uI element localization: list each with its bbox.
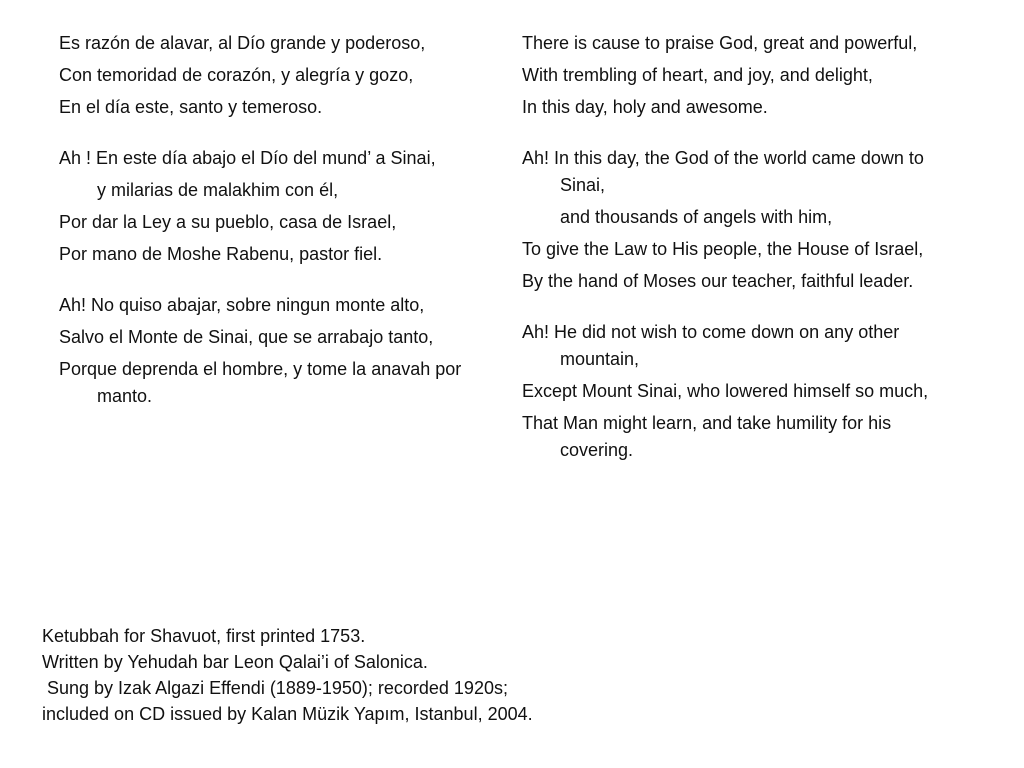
english-line: Ah! In this day, the God of the world came down to Sinai, xyxy=(522,148,924,195)
caption-line: Sung by Izak Algazi Effendi (1889-1950); recorded 1920s; xyxy=(42,678,508,698)
ladino-line: Salvo el Monte de Sinai, que se arrabajo tanto, xyxy=(59,327,434,347)
ladino-line: Por dar la Ley a su pueblo, casa de Israel, xyxy=(59,212,397,232)
english-column xyxy=(522,30,952,488)
ladino-stanza-2 xyxy=(59,145,499,268)
caption-line: Ketubbah for Shavuot, first printed 1753. xyxy=(42,626,366,646)
caption-line: included on CD issued by Kalan Müzik Yapım, Istanbul, 2004. xyxy=(42,704,533,724)
english-line: Ah! He did not wish to come down on any other mountain, xyxy=(522,322,900,369)
english-line: By the hand of Moses our teacher, faithful leader. xyxy=(522,271,914,291)
ladino-stanza-3 xyxy=(59,292,499,410)
ladino-line: En el día este, santo y temeroso. xyxy=(59,97,323,117)
english-line: Except Mount Sinai, who lowered himself so much, xyxy=(522,381,929,401)
caption-line: Written by Yehudah bar Leon Qalai’i of Salonica. xyxy=(42,652,428,672)
ladino-line-indented: y milarias de malakhim con él, xyxy=(97,180,339,200)
source-caption xyxy=(42,623,942,727)
ladino-stanza-1 xyxy=(59,30,499,121)
english-line-indented: and thousands of angels with him, xyxy=(560,207,833,227)
ladino-line: Con temoridad de corazón, y alegría y gozo, xyxy=(59,65,414,85)
english-line: With trembling of heart, and joy, and delight, xyxy=(522,65,873,85)
english-line: That Man might learn, and take humility for his covering. xyxy=(522,413,892,460)
ladino-column xyxy=(59,30,499,434)
ladino-line: Ah ! En este día abajo el Dío del mund’ a Sinai, xyxy=(59,148,436,168)
ladino-line: Porque deprenda el hombre, y tome la anavah por manto. xyxy=(59,359,462,406)
ladino-line: Es razón de alavar, al Dío grande y poderoso, xyxy=(59,33,426,53)
ladino-line: Ah! No quiso abajar, sobre ningun monte alto, xyxy=(59,295,425,315)
english-stanza-3 xyxy=(522,319,952,464)
ladino-line: Por mano de Moshe Rabenu, pastor fiel. xyxy=(59,244,383,264)
english-line: In this day, holy and awesome. xyxy=(522,97,768,117)
english-line: There is cause to praise God, great and powerful, xyxy=(522,33,918,53)
english-stanza-1 xyxy=(522,30,952,121)
english-line: To give the Law to His people, the House of Israel, xyxy=(522,239,924,259)
english-stanza-2 xyxy=(522,145,952,295)
